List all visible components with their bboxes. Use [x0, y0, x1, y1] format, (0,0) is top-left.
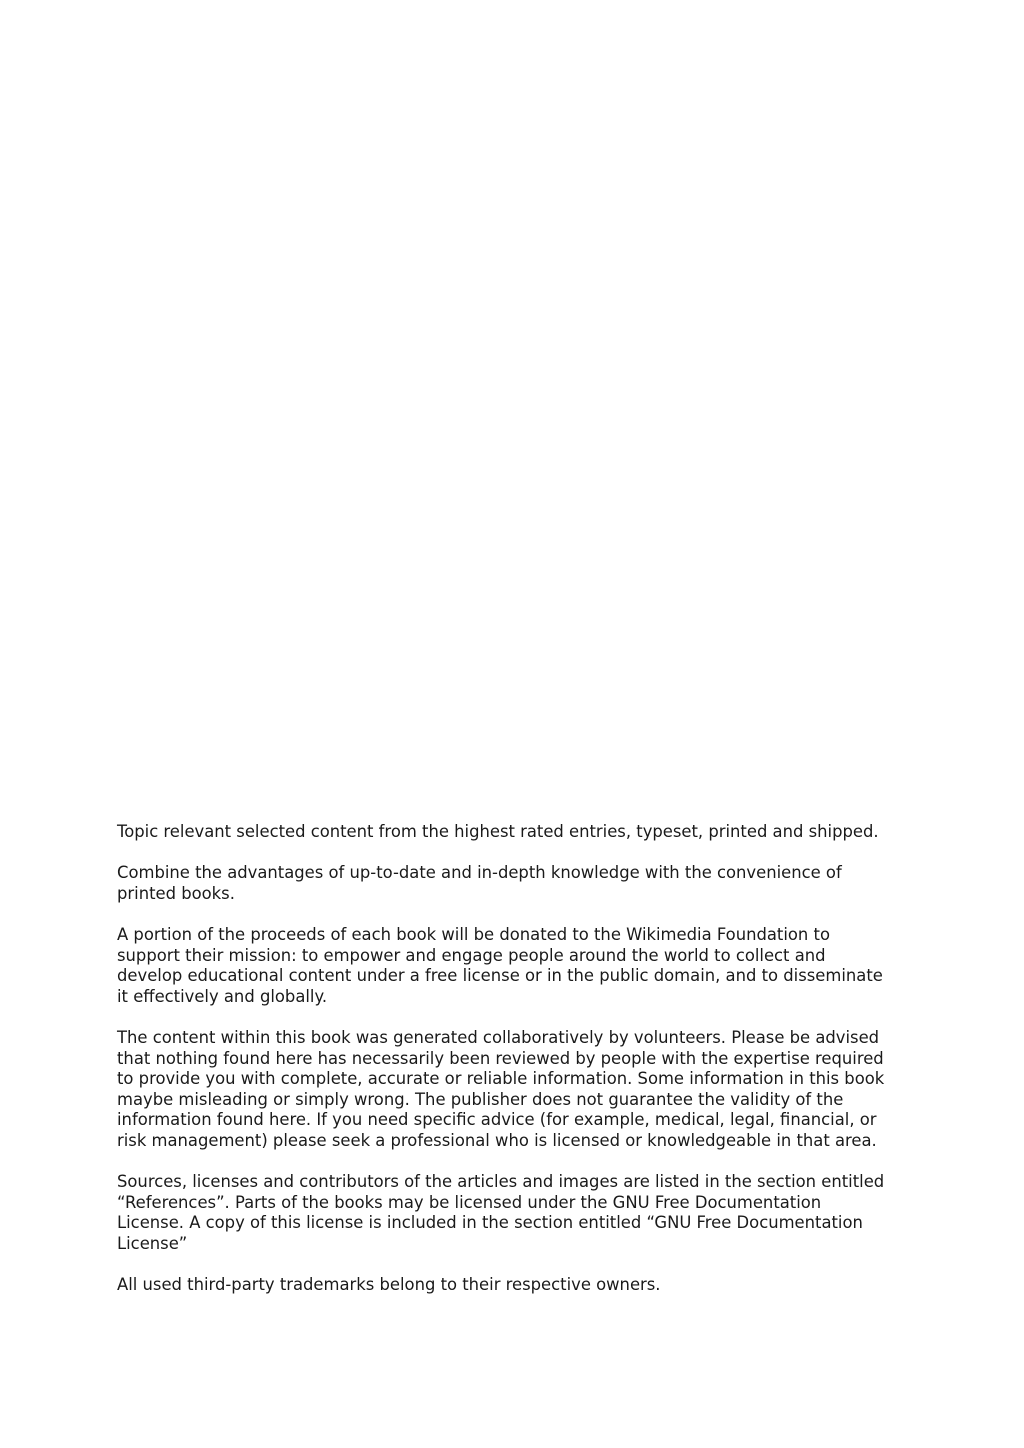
paragraph-sources-licenses: Sources, licenses and contributors of the articles and images are listed in the section entitled “References”. Parts of the books may be licensed under the GNU Free Documentation License. A copy of this license is included in the section entitled “GNU Free Documentation License” [117, 1172, 885, 1253]
paragraph-wikimedia-donation: A portion of the proceeds of each book will be donated to the Wikimedia Foundation to support their mission: to empower and engage people around the world to collect and develop educational content under a free license or in the public domain, and to disseminate it effectively and globally. [117, 924, 883, 1006]
paragraph-trademarks: All used third-party trademarks belong to their respective owners. [117, 1275, 661, 1295]
imprint-text-block [117, 822, 937, 1296]
paragraph-advantages: Combine the advantages of up-to-date and in-depth knowledge with the convenience of printed books. [117, 863, 842, 903]
paragraph-disclaimer: The content within this book was generated collaboratively by volunteers. Please be advised that nothing found here has necessarily been reviewed by people with the expertise required to provide you with complete, accurate or reliable information. Some information in this book maybe misleading or simply wrong. The publisher does not guarantee the validity of the information found here. If you need specific advice (for example, medical, legal, financial, or risk management) please seek a professional who is licensed or knowledgeable in that area. [117, 1027, 885, 1150]
paragraph-topic-content: Topic relevant selected content from the highest rated entries, typeset, printed and shipped. [117, 822, 879, 841]
